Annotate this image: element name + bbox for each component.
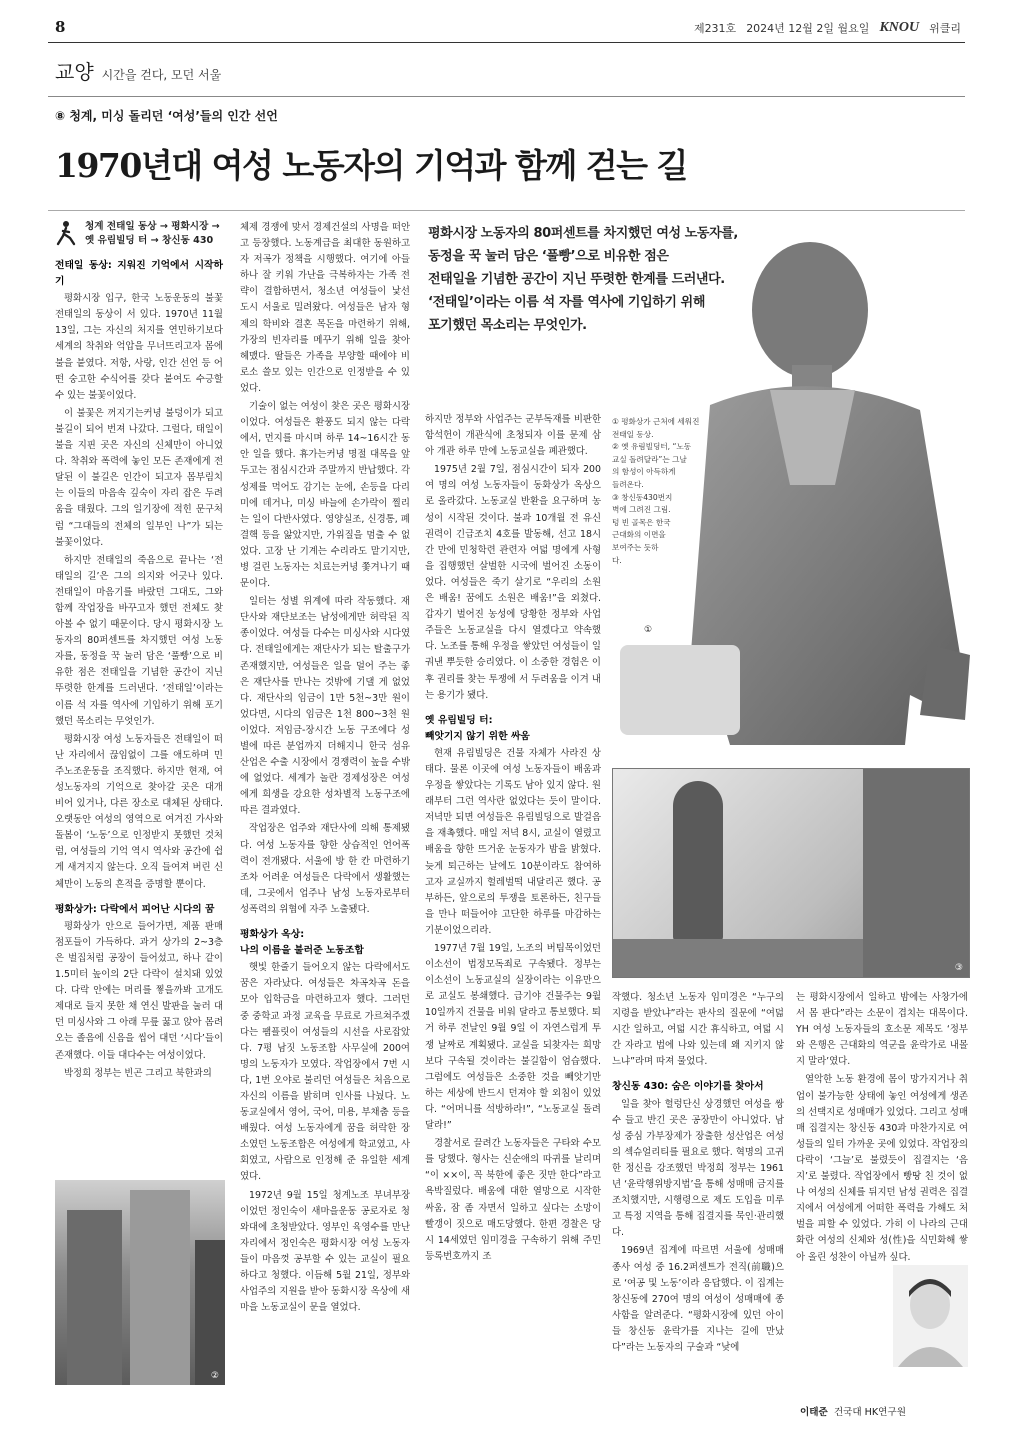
caption-line: 벽에 그려진 그림. <box>612 505 671 515</box>
paragraph: 현재 유림빌딩은 건물 자체가 사라진 상태다. 물론 이곳에 여성 노동자들이 배움과 우정을 쌓았다는 기록도 남아 있지 않다. 원래부터 그런 역사란 없었다는 듯이 말이다. 저녁만 되면 여성들은 유림빌딩으로 발걸음을 재촉했다. 매일 저녁 8시, 교실이 열렸고 배움을 향한 뜨거운 눈동자가 밤을 밝혔다. 늦게 퇴근하는 날에도 10분이라도 참여하고자 교실까지 헐레벌떡 내달리곤 했다. 공부하든, 앞으로의 투쟁을 토론하든, 친구들을 만나 떠들어야 고단한 하루를 마감하는 기분이었으리라. <box>425 747 601 936</box>
walking-person-icon <box>55 220 77 246</box>
subheading <box>425 713 601 745</box>
changsin-dong-mural-photo <box>612 768 970 978</box>
paragraph: 이 불꽃은 꺼지기는커녕 불덩이가 되고 불길이 되어 번져 나갔다. 그럴다, 태일이 불을 지핀 곳은 자신의 신체만이 아니었다. 착취와 폭력에 놓인 모든 존재에게 전달된 이 불길은 인간이 되고자 몸부림치는 이들의 마음속 깊숙이 자리 잡은 두려움을 태웠다. 그의 일기장에 적힌 문구처럼 “그대들의 전체의 일부인 나”가 되는 불꽃이었다. <box>55 407 223 548</box>
article-column-4 <box>612 990 784 1358</box>
paragraph: 1972년 9월 15일 청계노조 부녀부장이었던 정인숙이 새마을운동 공로자로 청와대에 초청받았다. 영부인 육영수를 만난 자리에서 정인숙은 평화시장 여성 노동자들이 마음껏 공부할 수 있는 교실이 필요하다고 청했다. 이듬해 5월 21일, 정부와 사업주의 지원을 받아 동화시장 옥상에 새마을 노동교실이 문을 열었다. <box>240 1189 410 1314</box>
caption-line: 교실 돌려달라”는 그날 <box>612 454 687 464</box>
paragraph: 기술이 없는 여성이 찾은 곳은 평화시장이었다. 여성들은 환풍도 되지 않는 다락에서, 먼지를 마시며 하루 14~16시간 동안 일을 했다. 휴가는커녕 명절 대목을 앞두고는 점심시간과 주말까지 반납했다. 각성제를 먹어도 감기는 눈에, 손등을 다리미에 데거나, 미싱 바늘에 손가락이 찔리는 일이 다반사였다. 영양실조, 신경통, 폐결핵 등을 앓았지만, 가위질을 멈출 수 없었다. 고장 난 기계는 수리라도 맡기지만, 병 걸린 노동자는 치료는커녕 쫓겨나기 때문이다. <box>240 401 410 590</box>
lead-line: 전태일을 기념한 공간이 지닌 뚜렷한 한계를 드러낸다. <box>428 272 725 287</box>
subheading <box>240 927 410 959</box>
caption-line: 근대화의 이면을 <box>612 530 666 540</box>
paragraph: 1969년 집계에 따르면 서울에 성매매 종사 여성 중 16.2퍼센트가 전직(前職)으로 ‘여공 및 노동’이라 응답했다. 이 집계는 창신동에 270여 명의 여성이 성매매에 종사함을 알려준다. “평화시장에 있던 아이들 창신동 윤락가를 지나는 길에 만났다”라는 노동자의 구술과 “낮에 <box>612 1245 784 1353</box>
alley-wall <box>863 769 969 977</box>
photo-number: ③ <box>954 963 963 973</box>
lead-line: 동정을 꾹 눌러 담은 ‘풀빵’으로 비유한 점은 <box>428 249 669 264</box>
route-line-1: 청계 전태일 동상 → 평화시장 → <box>85 221 220 232</box>
subheading: 평화상가: 다락에서 피어난 시다의 꿈 <box>55 903 215 915</box>
photo-number: ② <box>210 1371 219 1381</box>
newspaper-logo: KNOU <box>879 20 920 35</box>
headline: 1970년대 여성 노동자의 기억과 함께 걷는 길 <box>55 146 687 185</box>
paragraph: 1977년 7월 19일, 노조의 버팀목이었던 이소선이 법정모독죄로 구속됐다. 정부는 이소선이 노동교실의 실장이라는 이유만으로 교실도 봉쇄했다. 급기야 건물주는 9월 10일까지 건물을 비워 달라고 통보했다. 퇴거 하루 전날인 9월 9일 이 자연스럽게 투쟁 날짜로 계획됐다. 교실을 되찾자는 희망보다 구속될 것이라는 불길함이 엄습했다. 그럼에도 여성들은 소중한 것을 빼앗기만 하는 세상에 반드시 던져야 할 외침이 있었다. “어머니를 석방하라!”, “노동교실 돌려 달라!” <box>425 943 601 1132</box>
paragraph: 평화시장 입구, 한국 노동운동의 불꽃 전태일의 동상이 서 있다. 1970년 11월 13일, 그는 자신의 처지를 연민하기보다 세계의 착취와 억압을 무너뜨리고자 몸에 불을 붙였다. 저항, 사랑, 인간 선언 등 어떤 숭고한 수식어를 갖다 붙여도 수긍할 수 있는 불꽃이었다. <box>55 293 223 401</box>
mural-figure <box>673 781 723 941</box>
section-name: 교양 <box>55 60 94 84</box>
route-box <box>55 220 223 248</box>
section-header <box>55 56 221 85</box>
subheading-line: 평화상가 옥상: <box>240 929 305 941</box>
section-rule <box>48 96 965 97</box>
subheading: 창신동 430: 숨은 이야기를 찾아서 <box>612 1081 764 1093</box>
paragraph: 체제 경쟁에 맞서 경제건설의 사명을 떠안고 등장했다. 노동계급을 최대한 동원하고자 저곡가 정책을 시행했다. 여기에 아들 하나 잘 키워 가난을 극복하자는 가족 전략이 결합하면서, 청소년 여성들이 낯선 도시 서울로 밀려왔다. 여성들은 남자 형제의 학비와 결혼 목돈을 마련하기 위해, 가장의 빈자리를 메꾸기 위해 일을 찾아 헤맸다. 딸들은 가족을 부양할 때에야 비로소 쓸모 있는 인간으로 인정받을 수 있었다. <box>240 222 410 394</box>
issue-number: 제231호 <box>693 22 737 35</box>
paragraph: 하지만 전태일의 죽음으로 끝나는 ‘전태일의 길’은 그의 의지와 어긋나 있다. 전태일이 마음기를 바랐던 그대도, 그와 함께 작업장을 바꾸고자 했던 전체도 찾아볼 수 없기 때문이다. 당시 평화시장 노동자의 80퍼센트를 차지했던 여성 노동자를, 동정을 꾹 눌러 담은 ‘풀빵’으로 비유한 점은 전태일을 기념한 공간이 지닌 뚜렷한 한계를 드러낸다. ‘전태일’이라는 이름 석 자를 역사에 기입하기 위해 포기했던 목소리는 무엇인가. <box>55 554 223 727</box>
paragraph: 일터는 성별 위계에 따라 작동했다. 재단사와 재단보조는 남성에게만 허락된 직종이었다. 여성들 다수는 미싱사와 시다였다. 전태일에게는 재단사가 되는 탈출구가 존재했지만, 여성들은 일을 덜어 주는 좋은 재단사를 만나는 것밖에 기댈 게 없었다. 재단사의 임금이 1만 5천~3만 원이었다면, 시다의 임금은 1천 800~3천 원이었다. 저임금-장시간 노동 구조에다 성별에 따른 분업까지 더해지니 한국 섬유 산업은 수출 시장에서 경쟁력이 높을 수밖에 없었다. 세계가 놀란 경제성장은 여성에게 희생을 강요한 성차별적 노동구조에 따른 결과였다. <box>240 596 410 817</box>
caption-line: ③ 창신동430번지 <box>612 492 673 502</box>
photo-caption <box>612 416 722 567</box>
article-column-3 <box>425 412 601 1267</box>
top-rule <box>48 42 965 43</box>
photo-number: ① <box>644 625 653 635</box>
series-title: ⑧ 청계, 미싱 돌리던 ‘여성’들의 인간 선언 <box>55 109 278 123</box>
caption-line: 들려온다. <box>612 479 644 489</box>
author-portrait <box>893 1265 968 1367</box>
page-number: 8 <box>55 18 66 36</box>
paragraph: 평화상가 안으로 들어가면, 제품 판매점포들이 가득하다. 과거 상가의 2~3층은 벌집처럼 공장이 들어섰고, 하나 같이 1.5미터 높이의 2단 다락이 설치돼 있었다. 다락 안에는 머리를 찧을까봐 고개도 제대로 들지 못한 채 연신 발판을 눌러 대던 미싱사와 그 아래 무릎 꿇고 앉아 몸려오는 졸음에 신음을 씹어 대던 ‘시다’들이 존재했다. 이들 대다수는 여성이었다. <box>55 920 223 1061</box>
article-column-5 <box>796 990 968 1268</box>
newspaper-weekly: 위클리 <box>929 22 961 35</box>
paragraph: 일을 찾아 헐렁단신 상경했던 여성을 쌍수 들고 반긴 곳은 공장만이 아니었다. 남성 중심 가부장제가 장출한 성산업은 여성의 섹슈얼리티를 필요로 했다. 혁명의 고귀한 정신을 강조했던 박정희 정부는 1961년 ‘윤락행위방지법’을 통해 성매매 금지를 조치했지만, 시행령으로 제도 도입을 미루고 특정 지역을 통해 집결지를 묵인·관리했다. <box>612 1098 784 1239</box>
subheading: 전태일 동상: 지워진 기억에서 시작하기 <box>55 260 223 288</box>
author-affiliation: 건국대 HK연구원 <box>833 1407 906 1418</box>
paragraph: 햇빛 한줄기 들어오지 않는 다락에서도 꿈은 자라났다. 여성들은 차곡차곡 돈을 모아 입학금을 마련하고자 했다. 그러던 중 중학교 과정 교육을 무료로 가르쳐주겠다는 팸플릿이 여성들의 시선을 사로잡았다. 7평 남짓 노동조합 사무실에 200여 명의 노동자가 모였다. 작업장에서 7번 시다, 1번 오야로 불리던 여성들은 처음으로 자신의 이름을 밝히며 인사를 나눴다. 노동교실에서 영어, 국어, 미용, 부채춤 등을 배웠다. 여성 노동자에게 꿈을 허락한 장소였던 노동조합은 여성에게 학교였고, 사회였고, 사람으로 인정해 준 유일한 세계였다. <box>240 962 410 1183</box>
issue-info <box>694 20 961 36</box>
caption-line: ① 평화상가 근처에 세워진 <box>612 417 700 426</box>
paragraph: 1975년 2월 7일, 점심시간이 되자 200여 명의 여성 노동자들이 동화상가 옥상으로 올라갔다. 노동교실 반환을 요구하며 농성이 시작된 것이다. 불과 10개월 전 유신 권력이 긴급조치 4호를 발동해, 선고 18시간 만에 민청학련 관련자 여덟 명에게 사형을 집행했던 살벌한 시국에 벌어진 소동이었다. 여성들은 죽기 살기로 “우리의 소원은 배움! 꿈에도 소원은 배움!”을 외쳤다. 갑자기 벌어진 농성에 당황한 정부와 사업주들은 노동교실을 다시 열겠다고 약속했다. 노조를 통해 우정을 쌓았던 여성들이 일궈낸 뿌듯한 승리였다. 이 소중한 경험은 이후 권리를 찾는 투쟁에 서 두려움을 이겨 내는 용기가 됐다. <box>425 464 601 701</box>
paragraph: 작업장은 업주와 재단사에 의해 통제됐다. 여성 노동자를 향한 상습적인 언어폭력이 전개됐다. 서울에 방 한 칸 마련하기조차 어려운 여성들은 다락에서 생활했는데, 그곳에서 업주나 남성 노동자로부터 성폭력의 위협에 자주 노출됐다. <box>240 823 410 915</box>
lead-line: 평화시장 노동자의 80퍼센트를 차지했던 여성 노동자를, <box>428 226 738 241</box>
building-shape <box>195 1240 225 1385</box>
caption-line: 전태일 동상. <box>612 429 654 439</box>
article-column-2 <box>240 220 410 1318</box>
paragraph: 는 평화시장에서 일하고 밤에는 사창가에서 몸 판다”라는 소문이 겹치는 대목이다. YH 여성 노동자들의 호소문 제목도 ‘정부와 은행은 근대화의 역군을 윤락가로 내몰지 말라’였다. <box>796 992 968 1068</box>
paragraph: 작했다. 청소년 노동자 임미경은 “누구의 지령을 받았냐”라는 판사의 질문에 “여덟 시간 일하고, 여덟 시간 휴식하고, 여덟 시간 자라고 법에 나와 있는데 왜 지키지 않느냐”라며 따져 물었다. <box>612 992 784 1068</box>
paragraph: 열악한 노동 환경에 몸이 망가지거나 취업이 불가능한 상태에 놓인 여성에게 생존의 선택지로 성매매가 있었다. 그리고 성매매 집결지는 창신동 430과 마찬가지로 여성들의 일터 가까운 곳에 있었다. 작업장의 다락이 ‘그늘’로 불렸듯이 집결지는 ‘음지’로 불렸다. 작업장에서 빵땅 친 것이 없나 여성의 신체를 뒤지던 남성 권력은 집결지에서 여성에게 어떠한 폭력을 가해도 처벌을 피할 수 있었다. 가히 이 나라의 근대화란 여성의 신체와 성(性)을 식민화해 쌓아 올린 성찬이 아닐까 싶다. <box>796 1074 968 1263</box>
article-column-1 <box>55 220 223 1084</box>
caption-line: 다. <box>612 555 622 565</box>
caption-line: 텅 빈 골목은 한국 <box>612 517 671 527</box>
subheading-line: 나의 이름을 불러준 노동조합 <box>240 945 364 957</box>
subheading-line: 옛 유림빌딩 터: <box>425 714 493 726</box>
caption-line: 의 함성이 아득하게 <box>612 467 676 477</box>
paragraph: 평화시장 여성 노동자들은 전태일이 떠난 자리에서 끊임없이 그를 애도하며 민주노조운동을 조직했다. 하지만 현재, 여성노동자의 기억으로 찾아갈 곳은 대개 비어 있거나, 다른 장소로 대체된 상태다. 오랫동안 여성의 영역으로 여겨진 가사와 돌봄이 ‘노동’으로 인정받지 못했던 것처럼, 여성들의 기억 역시 역사와 공간에 쉽게 새겨지지 않는다. 오직 들여져 버린 신체만이 노동의 흔적을 증명할 뿐이다. <box>55 733 223 890</box>
caption-line: 보여주는 듯하 <box>612 542 659 552</box>
building-shape <box>67 1210 122 1385</box>
section-subtitle: 시간을 걷다, 모던 서울 <box>101 68 222 82</box>
author-name: 이태준 <box>800 1407 828 1418</box>
subheading-line: 빼앗기지 않기 위한 싸움 <box>425 730 530 742</box>
route-line-2: 옛 유림빌딩 터 → 창신동 430 <box>85 235 214 246</box>
author-photo <box>893 1265 968 1367</box>
flower-basket <box>620 645 740 735</box>
paragraph: 박정희 정부는 빈곤 그리고 북한과의 <box>64 1067 212 1079</box>
yurim-building-photo <box>55 1180 225 1385</box>
issue-date: 2024년 12월 2일 월요일 <box>746 22 870 35</box>
byline <box>800 1404 906 1418</box>
lead-line: 포기했던 목소리는 무엇인가. <box>428 318 587 333</box>
building-shape <box>130 1190 190 1385</box>
headline-rule <box>48 210 965 211</box>
paragraph: 하지만 정부와 사업주는 군부독재를 비판한 함석헌이 개관식에 초청되자 이를 문제 삼아 개관 하루 만에 노동교실을 폐관했다. <box>425 414 601 458</box>
lead-line: ‘전태일’이라는 이름 석 자를 역사에 기입하기 위해 <box>428 295 705 310</box>
paragraph: 경찰서로 끌려간 노동자들은 구타와 수모를 당했다. 형사는 신순애의 따귀를 날리며 “이 ××이, 꼭 북한에 좋은 짓만 한다”라고 욕박질렀다. 배움에 대한 열망으로 시작한 싸움, 잠 좀 자면서 일하고 싶다는 소망이 빨갱이 짓으로 매도당했다. 한편 경찰은 당시 14세였던 임미경을 구속하기 위해 주민등록번호까지 조 <box>425 1138 601 1262</box>
caption-line: ② 옛 유림빌딩터, “노동 <box>612 442 692 452</box>
